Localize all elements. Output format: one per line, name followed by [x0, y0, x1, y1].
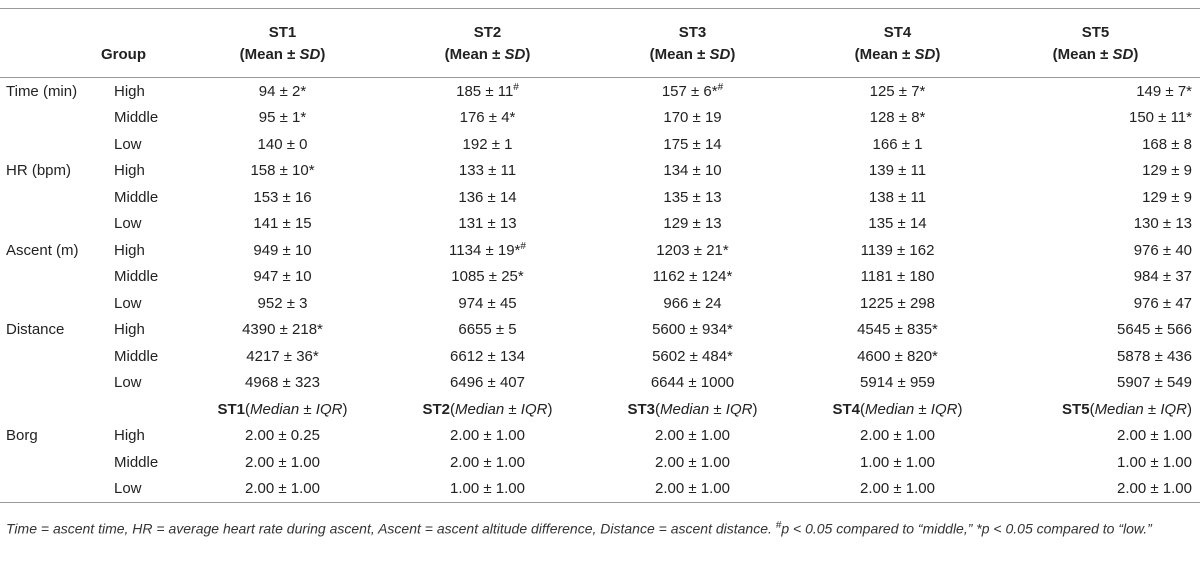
row-variable-label [0, 264, 100, 291]
table-row [0, 290, 1200, 317]
value-text: 94 ± 2* [258, 82, 307, 100]
value-cell: 2.00 ± 1.00 [655, 427, 730, 445]
row-group-label: Middle [114, 453, 159, 471]
table-row [0, 131, 1200, 158]
value-text: 168 ± 8 [1142, 135, 1192, 153]
value-text: 140 ± 0 [257, 135, 308, 153]
value-text: 157 ± 6* [661, 83, 718, 101]
value-cell: 1.00 ± 1.00 [1117, 453, 1192, 471]
row-variable-label [0, 476, 100, 503]
mean-sd-header: (Mean ± SD) [795, 42, 1000, 78]
value-cell [590, 131, 795, 158]
significance-marker: # [513, 82, 519, 94]
value-cell [385, 317, 590, 344]
value-cell [1000, 290, 1200, 317]
header-empty-cell [100, 396, 180, 423]
value-cell [180, 105, 385, 132]
table-row [0, 264, 1200, 291]
value-cell [385, 237, 590, 264]
stage-label: ST5 [1062, 400, 1090, 418]
value-text: 6644 ± 1000 [650, 374, 735, 392]
value-cell [795, 158, 1000, 185]
value-text: 158 ± 10* [250, 162, 315, 180]
value-text: 5878 ± 436 [1117, 347, 1192, 365]
value-cell [590, 78, 795, 105]
value-cell [590, 105, 795, 132]
value-cell [180, 78, 385, 105]
value-cell [385, 105, 590, 132]
value-text: 6655 ± 5 [458, 321, 517, 339]
value-cell [1000, 184, 1200, 211]
value-cell [795, 317, 1000, 344]
value-cell [1000, 158, 1200, 185]
value-text: 952 ± 3 [257, 294, 308, 312]
value-text: 976 ± 47 [1133, 294, 1192, 312]
footnote-definitions: Time = ascent time, HR = average heart rate during ascent, Ascent = ascent altitude difference, Distance = ascent distance. [6, 520, 776, 537]
table-row [0, 105, 1200, 132]
value-cell: 2.00 ± 1.00 [180, 476, 385, 503]
value-cell [1000, 370, 1200, 397]
value-cell [795, 211, 1000, 238]
value-cell [590, 290, 795, 317]
significance-marker: # [717, 82, 724, 94]
stage-label: ST4 [832, 400, 861, 418]
stage-header-st3: ST3 [590, 9, 795, 43]
value-text: 138 ± 11 [868, 188, 927, 206]
value-cell [180, 370, 385, 397]
table-row [0, 370, 1200, 397]
row-group-label: Low [114, 215, 142, 233]
value-text: 949 ± 10 [253, 241, 312, 259]
value-text: 166 ± 1 [872, 135, 923, 153]
value-cell [385, 264, 590, 291]
value-text: 141 ± 15 [253, 215, 312, 233]
value-cell: 1.00 ± 1.00 [385, 476, 590, 503]
table-row [0, 317, 1200, 344]
stage-header-st1: ST1 [180, 9, 385, 43]
value-text: 135 ± 13 [663, 188, 722, 206]
row-group-label: High [114, 427, 145, 445]
value-cell [1000, 211, 1200, 238]
value-cell [385, 158, 590, 185]
median-iqr-header: ST5(Median ± IQR) [1062, 400, 1192, 418]
row-variable-label: Borg [6, 427, 38, 445]
value-cell [180, 317, 385, 344]
stage-header-st2: ST2 [385, 9, 590, 43]
value-text: 1203 ± 21* [656, 241, 729, 259]
row-group-label: High [114, 241, 145, 259]
table-row [0, 476, 1200, 503]
value-cell [590, 184, 795, 211]
value-text: 134 ± 10 [663, 162, 722, 180]
header-row-stages [0, 9, 1200, 43]
value-cell [795, 105, 1000, 132]
row-variable-label [0, 105, 100, 132]
value-cell [1000, 317, 1200, 344]
value-text: 5602 ± 484* [652, 347, 733, 365]
row-group-label: Low [114, 294, 142, 312]
value-text: 4390 ± 218* [242, 321, 323, 339]
value-text: 4600 ± 820* [857, 347, 938, 365]
value-cell [1000, 78, 1200, 105]
value-cell: 2.00 ± 1.00 [450, 453, 525, 471]
value-cell: 2.00 ± 1.00 [795, 476, 1000, 503]
value-text: 1181 ± 180 [860, 268, 935, 286]
mean-sd-header: (Mean ± SD) [385, 42, 590, 78]
median-iqr-label: Median ± IQR [250, 400, 343, 418]
value-text: 150 ± 11* [1128, 109, 1192, 127]
value-cell: 2.00 ± 1.00 [1000, 476, 1200, 503]
value-text: 4968 ± 323 [245, 374, 320, 392]
value-cell [1000, 264, 1200, 291]
value-cell [1000, 343, 1200, 370]
median-subheader-row [0, 396, 1200, 423]
value-cell [180, 264, 385, 291]
header-empty-cell [0, 42, 100, 78]
median-iqr-label: Median ± IQR [1094, 400, 1187, 418]
value-text: 185 ± 11 [456, 83, 514, 101]
table-row [0, 449, 1200, 476]
value-text: 1139 ± 162 [860, 241, 935, 259]
value-cell [795, 264, 1000, 291]
value-text: 133 ± 11 [458, 162, 517, 180]
value-cell: 2.00 ± 0.25 [245, 427, 320, 445]
mean-sd-header: (Mean ± SD) [180, 42, 385, 78]
value-text: 4217 ± 36* [246, 347, 319, 365]
mean-sd-header: (Mean ± SD) [1000, 42, 1200, 78]
table-row [0, 211, 1200, 238]
value-text: 153 ± 16 [253, 188, 312, 206]
row-variable-label: Ascent (m) [6, 241, 79, 259]
value-text: 5645 ± 566 [1117, 321, 1192, 339]
value-cell [1000, 105, 1200, 132]
value-text: 947 ± 10 [253, 268, 312, 286]
value-cell [180, 290, 385, 317]
median-iqr-header: ST2(Median ± IQR) [422, 400, 553, 418]
value-text: 129 ± 13 [663, 215, 722, 233]
value-text: 6496 ± 407 [450, 374, 525, 392]
value-cell [590, 343, 795, 370]
value-text: 130 ± 13 [1133, 215, 1192, 233]
value-text: 129 ± 9 [1142, 188, 1192, 206]
value-text: 1134 ± 19* [449, 242, 521, 260]
median-iqr-header: ST3(Median ± IQR) [627, 400, 758, 418]
value-text: 4545 ± 835* [857, 321, 938, 339]
group-header: Group [100, 42, 180, 78]
value-cell [795, 290, 1000, 317]
value-cell [180, 131, 385, 158]
row-group-label: Low [100, 476, 180, 503]
value-text: 1225 ± 298 [860, 294, 935, 312]
value-text: 5907 ± 549 [1117, 374, 1192, 392]
value-text: 976 ± 40 [1133, 241, 1192, 259]
value-cell: 1.00 ± 1.00 [860, 453, 935, 471]
value-text: 1162 ± 124* [652, 268, 733, 286]
value-text: 966 ± 24 [663, 294, 722, 312]
value-cell [1000, 131, 1200, 158]
value-text: 129 ± 9 [1142, 162, 1192, 180]
value-cell [385, 131, 590, 158]
mean-sd-header: (Mean ± SD) [590, 42, 795, 78]
row-variable-label [0, 370, 100, 397]
value-cell: 2.00 ± 1.00 [450, 427, 525, 445]
value-cell [795, 78, 1000, 105]
value-cell [180, 237, 385, 264]
table-row [0, 343, 1200, 370]
value-text: 135 ± 14 [868, 215, 927, 233]
table-row [0, 184, 1200, 211]
footnote-hash-note: p < 0.05 compared to “middle,” [781, 520, 977, 537]
value-text: 128 ± 8* [869, 109, 926, 127]
median-iqr-label: Median ± IQR [660, 400, 753, 418]
value-cell [180, 158, 385, 185]
value-cell [180, 184, 385, 211]
value-cell [1000, 237, 1200, 264]
value-text: 175 ± 14 [663, 135, 722, 153]
row-variable-label: Time (min) [6, 82, 78, 100]
header-empty-cell [0, 9, 100, 43]
value-text: 136 ± 14 [458, 188, 517, 206]
median-iqr-label: Median ± IQR [455, 400, 548, 418]
value-cell [795, 370, 1000, 397]
table-footnote [6, 516, 1194, 539]
value-cell [180, 343, 385, 370]
footnote-star-symbol: * [976, 520, 982, 537]
row-group-label: Middle [114, 268, 159, 286]
value-cell: 2.00 ± 1.00 [1117, 427, 1192, 445]
data-table [0, 8, 1200, 503]
stage-label: ST1 [217, 400, 246, 418]
value-cell [590, 211, 795, 238]
row-variable-label [0, 343, 100, 370]
median-iqr-header: ST1(Median ± IQR) [217, 400, 348, 418]
value-cell [385, 184, 590, 211]
row-variable-label [0, 449, 100, 476]
value-text: 149 ± 7* [1136, 82, 1192, 100]
value-text: 5914 ± 959 [860, 374, 935, 392]
value-text: 176 ± 4* [459, 109, 516, 127]
row-variable-label: HR (bpm) [6, 162, 72, 180]
value-cell: 2.00 ± 1.00 [655, 453, 730, 471]
row-group-label: High [114, 321, 145, 339]
row-group-label: High [114, 82, 145, 100]
table-row [0, 237, 1200, 264]
value-cell: 2.00 ± 1.00 [245, 453, 320, 471]
value-text: 1085 ± 25* [451, 268, 524, 286]
value-cell [795, 131, 1000, 158]
value-cell [180, 211, 385, 238]
row-variable-label [0, 131, 100, 158]
value-text: 131 ± 13 [458, 215, 517, 233]
value-cell [385, 343, 590, 370]
value-cell: 2.00 ± 1.00 [590, 476, 795, 503]
row-variable-label [0, 290, 100, 317]
value-cell [590, 370, 795, 397]
value-text: 139 ± 11 [868, 162, 927, 180]
stage-label: ST2 [422, 400, 451, 418]
value-cell [795, 237, 1000, 264]
value-cell [590, 158, 795, 185]
row-variable-label: Distance [6, 321, 65, 339]
median-iqr-header: ST4(Median ± IQR) [832, 400, 963, 418]
value-cell [795, 184, 1000, 211]
header-empty-cell [100, 9, 180, 43]
value-text: 5600 ± 934* [652, 321, 733, 339]
stage-header-st4: ST4 [795, 9, 1000, 43]
value-text: 125 ± 7* [869, 82, 926, 100]
header-row-stats [0, 42, 1200, 78]
row-group-label: Middle [114, 347, 159, 365]
table-row [0, 158, 1200, 185]
significance-marker: # [520, 241, 526, 253]
value-text: 6612 ± 134 [450, 347, 525, 365]
row-group-label: Middle [114, 188, 159, 206]
value-cell: 2.00 ± 1.00 [860, 427, 935, 445]
header-empty-cell [0, 396, 100, 423]
value-text: 192 ± 1 [462, 135, 513, 153]
value-text: 974 ± 45 [458, 294, 517, 312]
value-cell [385, 211, 590, 238]
value-cell [590, 237, 795, 264]
value-cell [385, 290, 590, 317]
value-text: 170 ± 19 [663, 109, 722, 127]
row-group-label: High [114, 162, 145, 180]
row-variable-label [0, 211, 100, 238]
table-row [0, 423, 1200, 450]
value-cell [795, 343, 1000, 370]
value-cell [590, 264, 795, 291]
median-iqr-label: Median ± IQR [865, 400, 958, 418]
stage-header-st5: ST5 [1000, 9, 1200, 43]
row-variable-label [0, 184, 100, 211]
stage-label: ST3 [627, 400, 656, 418]
footnote-star-note: p < 0.05 compared to “low.” [981, 520, 1152, 537]
value-cell [590, 317, 795, 344]
row-group-label: Low [114, 135, 142, 153]
value-cell [385, 78, 590, 105]
value-text: 984 ± 37 [1133, 268, 1192, 286]
table-row [0, 78, 1200, 105]
value-cell [385, 370, 590, 397]
row-group-label: Low [114, 374, 142, 392]
row-group-label: Middle [114, 109, 159, 127]
value-text: 95 ± 1* [258, 109, 307, 127]
footnote-hash-symbol: # [775, 520, 782, 531]
